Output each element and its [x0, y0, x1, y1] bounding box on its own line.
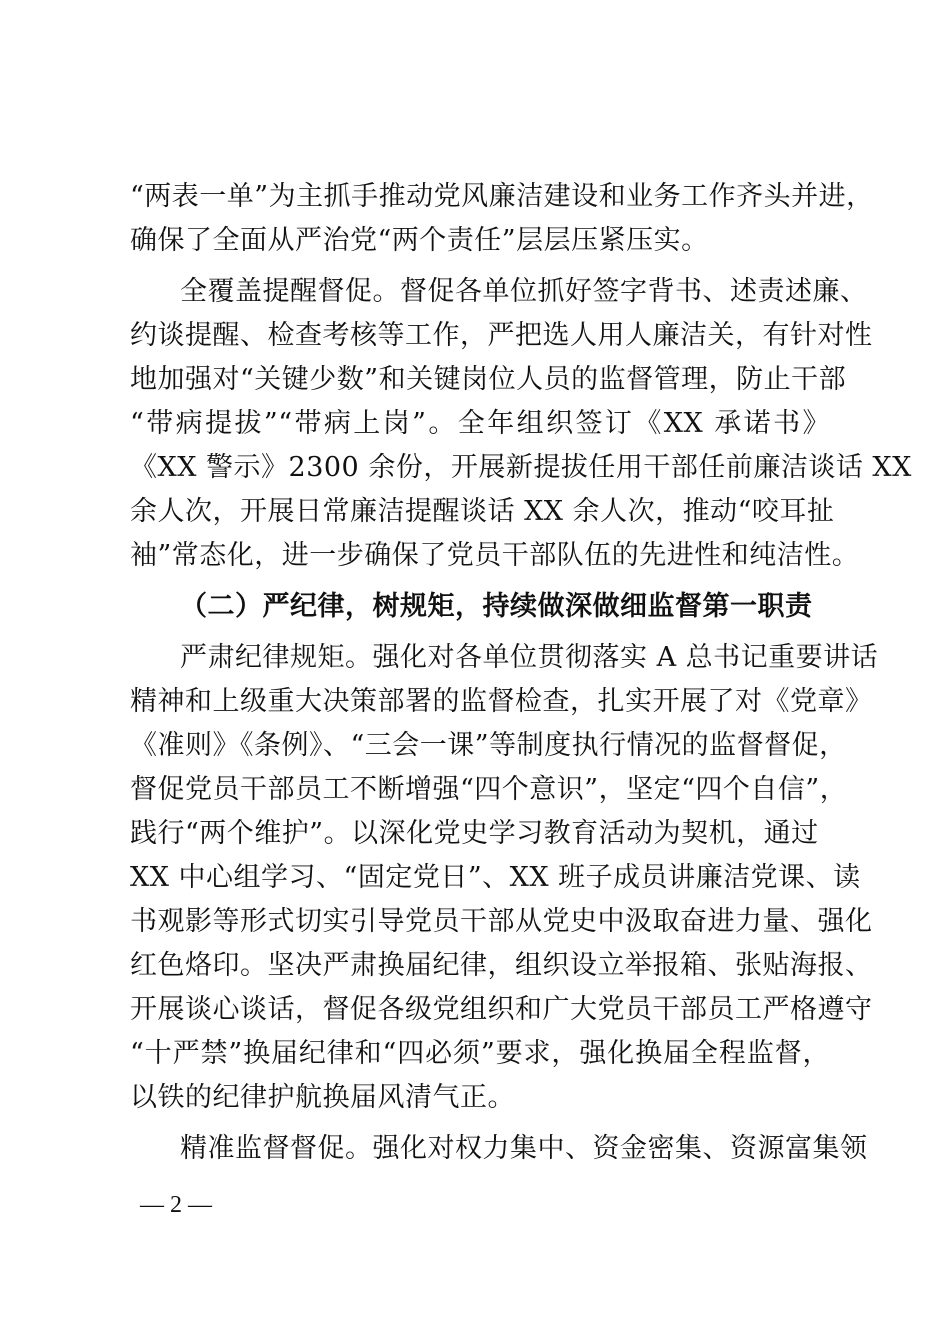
paragraph-line: 《准则》《条例》、“三会一课”等制度执行情况的监督督促，: [130, 730, 847, 761]
paragraph-line: 约谈提醒、检查考核等工作，严把选人用人廉洁关，有针对性: [130, 320, 873, 351]
paragraph-line: 地加强对“关键少数”和关键岗位人员的监督管理，防止干部: [130, 364, 847, 395]
paragraph-line: 精神和上级重大决策部署的监督检查，扎实开展了对《党章》: [130, 686, 873, 717]
paragraph-line: 书观影等形式切实引导党员干部从党史中汲取奋进力量、强化: [130, 906, 873, 937]
section-heading: （二）严纪律，树规矩，持续做深做细监督第一职责: [180, 591, 813, 622]
paragraph-line: “十严禁”换届纪律和“四必须”要求，强化换届全程监督，: [130, 1038, 830, 1069]
paragraph-line: 严肃纪律规矩。强化对各单位贯彻落实 A 总书记重要讲话: [180, 642, 879, 673]
paragraph-line: 全覆盖提醒督促。督促各单位抓好签字背书、述责述廉、: [180, 276, 868, 307]
paragraph-line: “带病提拔”“带病上岗”。全年组织签订《XX 承诺书》: [130, 408, 830, 439]
paragraph-line: 践行“两个维护”。以深化党史学习教育活动为契机，通过: [130, 818, 819, 849]
paragraph-line: “两表一单”为主抓手推动党风廉洁建设和业务工作齐头并进，: [130, 181, 874, 212]
paragraph-line: 精准监督督促。强化对权力集中、资金密集、资源富集领: [180, 1133, 868, 1164]
paragraph-line: 确保了全面从严治党“两个责任”层层压紧压实。: [130, 225, 709, 256]
paragraph-line: XX 中心组学习、“固定党日”、XX 班子成员讲廉洁党课、读: [130, 862, 861, 893]
paragraph-line: 以铁的纪律护航换届风清气正。: [130, 1082, 515, 1113]
paragraph-line: 督促党员干部员工不断增强“四个意识”，坚定“四个自信”，: [130, 774, 848, 805]
page-number: — 2 —: [140, 1192, 212, 1218]
paragraph-line: 开展谈心谈话，督促各级党组织和广大党员干部员工严格遵守: [130, 994, 873, 1025]
paragraph-line: 《XX 警示》2300 余份，开展新提拔任用干部任前廉洁谈话 XX: [130, 452, 912, 483]
paragraph-line: 余人次，开展日常廉洁提醒谈话 XX 余人次，推动“咬耳扯: [130, 496, 835, 527]
paragraph-line: 红色烙印。坚决严肃换届纪律，组织设立举报箱、张贴海报、: [130, 950, 873, 981]
paragraph-line: 袖”常态化，进一步确保了党员干部队伍的先进性和纯洁性。: [130, 540, 860, 571]
